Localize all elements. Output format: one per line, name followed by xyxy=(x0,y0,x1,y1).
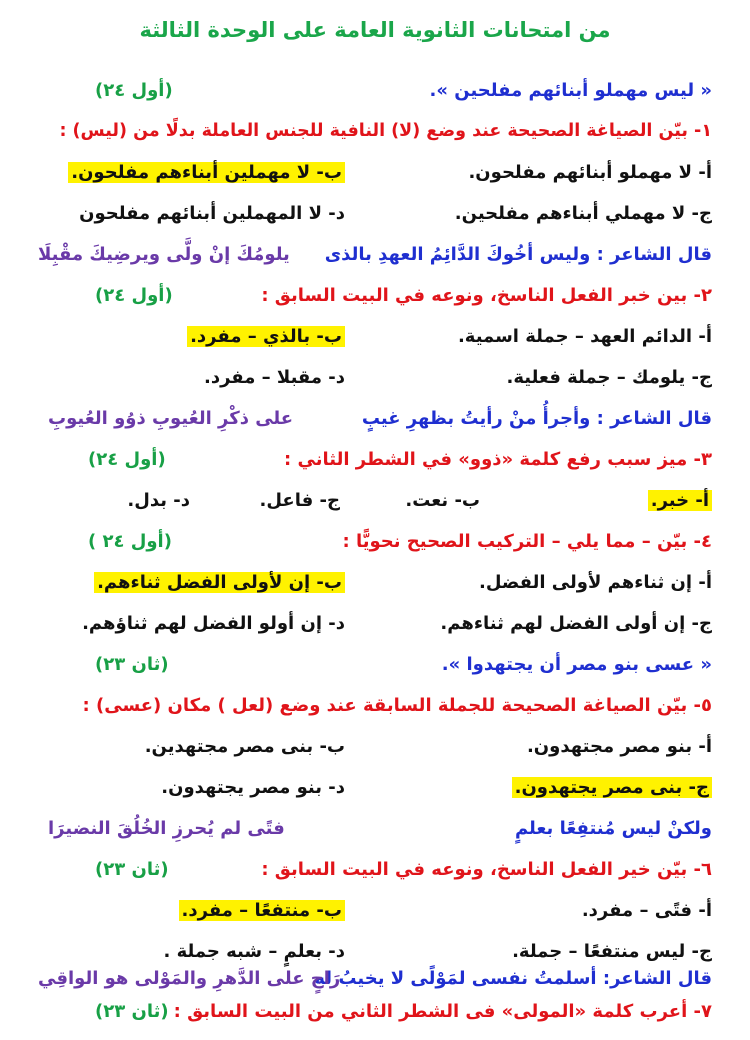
q6-option-c[interactable]: ج- ليس منتفعًا – جملة. xyxy=(512,941,712,962)
verse3-second: فتًى لم يُحرزِ الخُلُقَ النضيرَا xyxy=(48,818,285,839)
q5-option-b[interactable]: ب- بنى مصر مجتهدين. xyxy=(144,736,345,757)
q3-prompt: ٣- ميز سبب رفع كلمة «ذوو» في الشطر الثاني : xyxy=(284,449,712,470)
q3-prompt-row xyxy=(0,441,750,485)
verse3-row xyxy=(0,810,750,854)
q4-options-ab xyxy=(0,564,750,608)
q5-option-c[interactable]: ج- بنى مصر يجتهدون. xyxy=(512,777,712,798)
q2-prompt-row xyxy=(0,277,750,321)
q2-option-d[interactable]: د- مقبلا – مفرد. xyxy=(204,367,345,388)
verse4-first: قال الشاعر: أسلمتُ نفسى لمَوْلًى لا يخيبُ له xyxy=(314,968,712,989)
verse1-first: قال الشاعر : وليس أخُوكَ الدَّائِمُ العهدِ بالذى xyxy=(324,244,712,265)
q6-prompt-row xyxy=(0,851,750,895)
q2-ref: (أول ٢٤) xyxy=(95,285,173,306)
q6-option-a[interactable]: أ- فتًى – مفرد. xyxy=(581,900,712,921)
q4-prompt: ٤- بيّن – مما يلي – التركيب الصحيح نحويًّا : xyxy=(342,531,712,552)
q3-option-d[interactable]: د- بدل. xyxy=(127,490,190,511)
q3-options xyxy=(0,482,750,526)
q4-ref: (أول ٢٤ ) xyxy=(88,531,172,552)
q3-option-b[interactable]: ب- نعت. xyxy=(405,490,480,511)
q5-prompt-row xyxy=(0,687,750,731)
q1-option-d[interactable]: د- لا المهملين أبنائهم مفلحون xyxy=(79,203,345,224)
q2-option-c[interactable]: ج- يلومك – جملة فعلية. xyxy=(506,367,712,388)
q7-ref: (ثان ٢٣) xyxy=(95,1001,169,1022)
q5-sentence-row xyxy=(0,646,750,690)
q4-option-b[interactable]: ب- إن لأولى الفضل ثناءهم. xyxy=(94,572,345,593)
q7-prompt: ٧- أعرب كلمة «المولى» فى الشطر الثاني من البيت السابق : xyxy=(173,1001,712,1022)
q4-options-cd xyxy=(0,605,750,649)
q2-options-ab xyxy=(0,318,750,362)
q2-prompt: ٢- بين خبر الفعل الناسخ، ونوعه في البيت السابق : xyxy=(261,285,712,306)
q6-prompt: ٦- بيّن خير الفعل الناسخ، ونوعه في البيت السابق : xyxy=(261,859,712,880)
q6-option-b[interactable]: ب- منتفعًا – مفرد. xyxy=(179,900,345,921)
q2-option-b[interactable]: ب- بالذي – مفرد. xyxy=(187,326,345,347)
q5-prompt: ٥- بيّن الصياغة الصحيحة للجملة السابقة عند وضع (لعل ) مكان (عسى) : xyxy=(82,695,712,716)
q4-prompt-row xyxy=(0,523,750,567)
verse1-second: يلومُكَ إنْ ولَّى ويرضِيكَ مقْبِلَا xyxy=(38,244,290,265)
q3-ref: (أول ٢٤) xyxy=(88,449,166,470)
q1-options-cd xyxy=(0,195,750,239)
q1-prompt: ١- بيّن الصياغة الصحيحة عند وضع (لا) النافية للجنس العاملة بدلًا من (ليس) : xyxy=(59,121,712,141)
q5-options-cd xyxy=(0,769,750,813)
q1-sentence-row xyxy=(0,72,750,116)
q5-option-d[interactable]: د- بنو مصر يجتهدون. xyxy=(161,777,345,798)
q1-option-b[interactable]: ب- لا مهملين أبناءهم مفلحون. xyxy=(68,162,345,183)
q4-option-c[interactable]: ج- إن أولى الفضل لهم ثناءهم. xyxy=(440,613,712,634)
q1-sentence: « ليس مهملو أبنائهم مفلحين ». xyxy=(429,80,712,101)
page-title: من امتحانات الثانوية العامة على الوحدة الثالثة xyxy=(139,18,611,42)
q1-options-ab xyxy=(0,154,750,198)
verse2-second: على ذكْرِ العُيوبِ ذوُو العُيوبِ xyxy=(48,408,294,429)
q2-option-a[interactable]: أ- الدائم العهد – جملة اسمية. xyxy=(457,326,712,347)
q7-prompt-row xyxy=(0,993,750,1037)
q1-option-a[interactable]: أ- لا مهملو أبنائهم مفلحون. xyxy=(468,162,712,183)
verse3-first: ولكنْ ليس مُنتفِعًا بعلمٍ xyxy=(514,818,712,839)
q4-option-d[interactable]: د- إن أولو الفضل لهم ثناؤهم. xyxy=(82,613,345,634)
verse2-row xyxy=(0,400,750,444)
q5-ref: (ثان ٢٣) xyxy=(95,654,169,675)
q4-option-a[interactable]: أ- إن ثناءهم لأولى الفضل. xyxy=(479,572,712,593)
verse2-first: قال الشاعر : وأجرأُ منْ رأيتُ بظهرِ غيبٍ xyxy=(361,408,712,429)
q5-options-ab xyxy=(0,728,750,772)
q2-options-cd xyxy=(0,359,750,403)
q5-sentence: « عسى بنو مصر أن يجتهدوا ». xyxy=(441,654,712,675)
q5-option-a[interactable]: أ- بنو مصر مجتهدون. xyxy=(526,736,712,757)
q6-options-ab xyxy=(0,892,750,936)
verse1-row xyxy=(0,236,750,280)
q3-option-c[interactable]: ج- فاعل. xyxy=(259,490,340,511)
verse4-second: رَاجٍ على الدَّهرِ والمَوْلى هو الواقِي xyxy=(38,968,341,989)
q1-prompt-row xyxy=(0,113,750,157)
q6-ref: (ثان ٢٣) xyxy=(95,859,169,880)
q1-option-c[interactable]: ج- لا مهملي أبناءهم مفلحين. xyxy=(454,203,712,224)
q1-ref: (أول ٢٤) xyxy=(95,80,173,101)
q6-option-d[interactable]: د- بعلمٍ – شبه جملة . xyxy=(163,941,345,962)
q3-option-a[interactable]: أ- خبر. xyxy=(648,490,712,511)
